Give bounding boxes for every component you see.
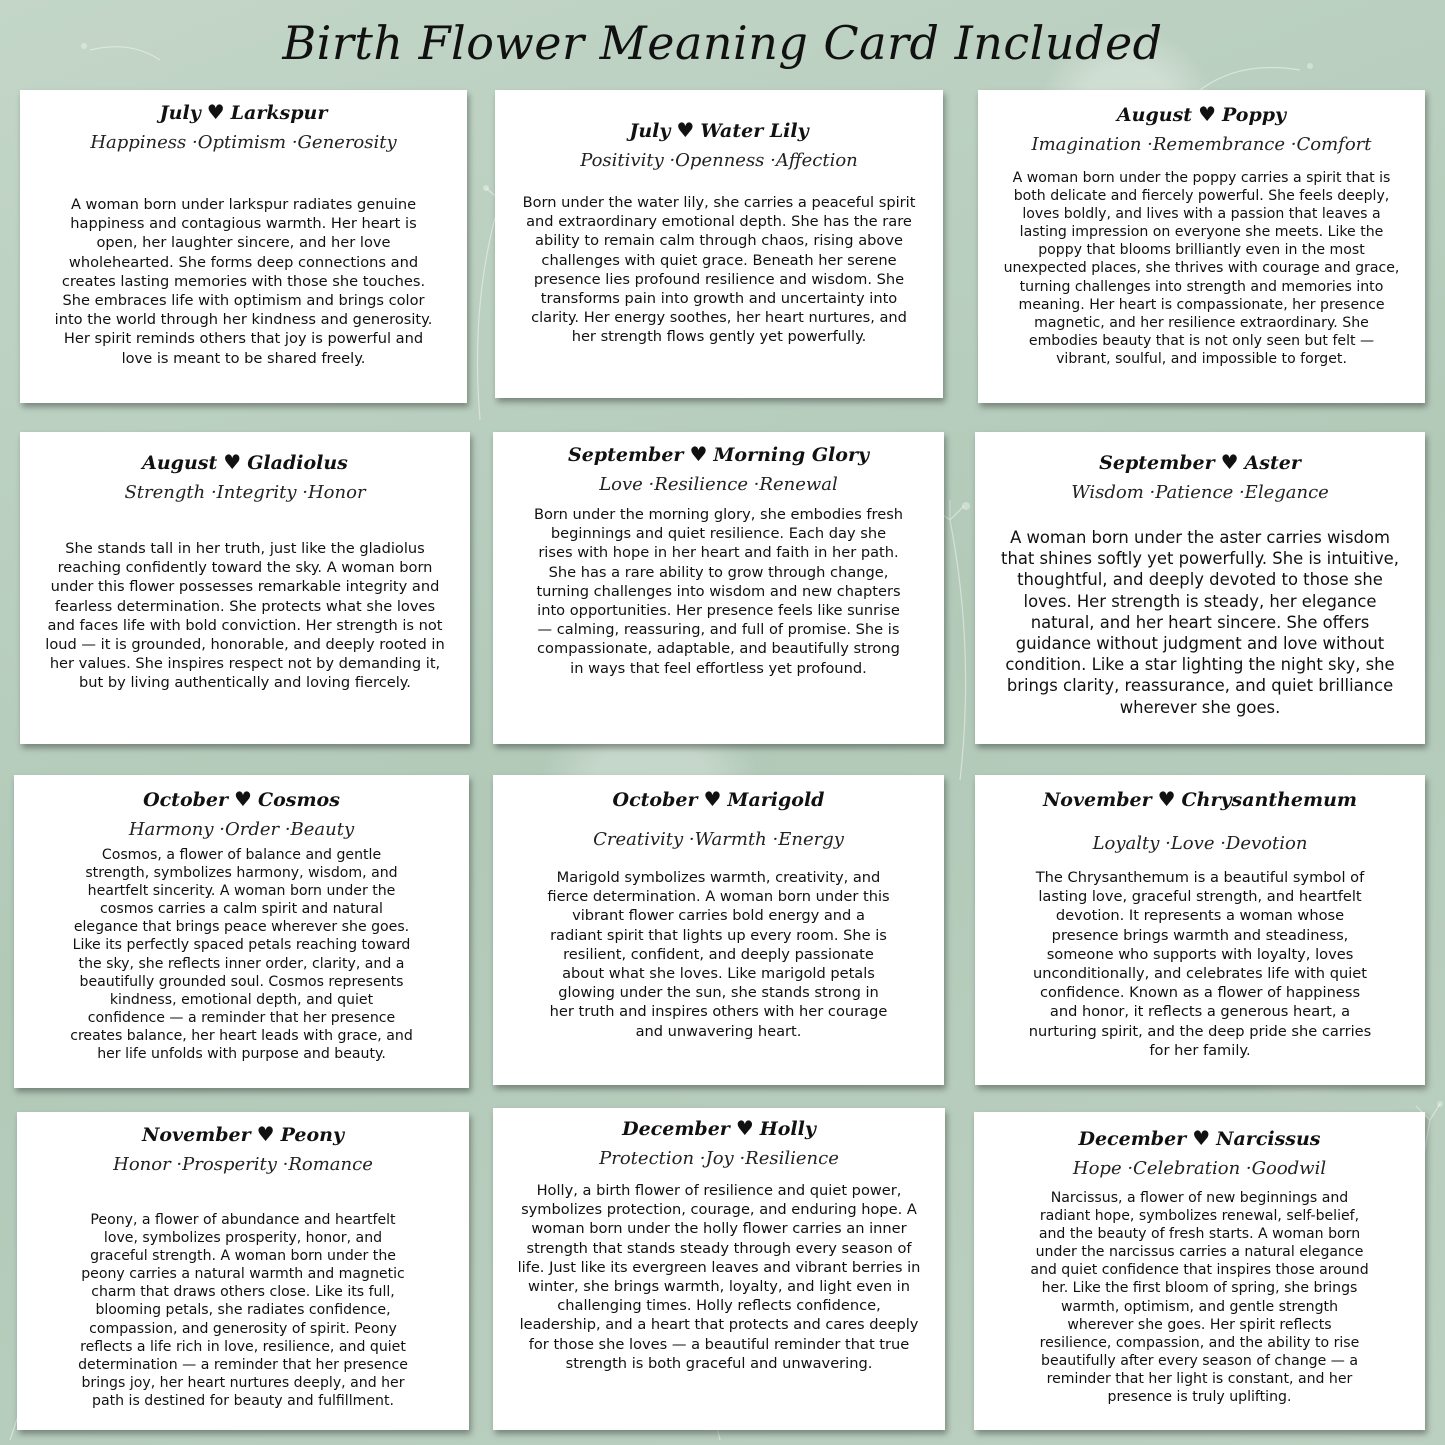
card-title [142,1122,344,1146]
card-traits: Imagination ·Remembrance ·Comfort [1031,134,1372,155]
card-flower: Water Lily [700,120,809,142]
card-month: October [612,789,698,811]
card-description: Born under the morning glory, she embodies fresh beginnings and quiet resilience. Each day she rises with hope in her heart and faith in her path. She has a rare ability to grow through change, turning challenges into wisdom and new chapters into opportunities. Her presence feels like sunrise — calming, reassuring, and full of promise. She is compassionate, adaptable, and beautifully strong in ways that feel effortless yet profound. [533,506,904,677]
card-month: December [1078,1128,1187,1150]
card-flower: Aster [1244,452,1301,474]
card-month: August [1116,104,1193,126]
card-description: The Chrysanthemum is a beautiful symbol of lasting love, graceful strength, and heartfelt devotion. It represents a woman whose presence brings warmth and steadiness, someone who supports with loyalty, loves unconditionally, and celebrates life with quiet confidence. Known as a flower of happiness and honor, it reflects a generous heart, a nurturing spirit, and the deep pride she carries for her family. [1028,869,1372,1059]
card-october-cosmos [14,775,469,1088]
card-month: October [143,789,229,811]
card-description: Born under the water lily, she carries a peaceful spirit and extraordinary emotional depth. She has the rare ability to remain calm through chaos, rising above challenges with quiet grace. Beneath her serene presence lies profound resilience and wisdom. She transforms pain into growth and uncertainty into clarity. Her energy soothes, her heart nurtures, and her strength flows gently yet powerfully. [522,194,916,346]
card-flower: Poppy [1222,104,1287,126]
card-traits: Loyalty ·Love ·Devotion [1092,833,1308,854]
card-traits: Harmony ·Order ·Beauty [128,819,355,840]
card-title [1099,450,1301,474]
card-october-marigold [493,775,944,1085]
heart-icon: ♥ [206,100,225,124]
card-july-water-lily [495,90,943,398]
card-traits: Creativity ·Warmth ·Energy [593,829,844,850]
card-description: Peony, a flower of abundance and heartfelt love, symbolizes prosperity, honor, and graceful strength. A woman born under the peony carries a natural warmth and magnetic charm that draws others close. Like its full, blooming petals, she radiates confidence, compassion, and generosity of spirit. Peony reflects a life rich in love, resilience, and quiet determination — a reminder that her presence brings joy, her heart nurtures deeply, and her path is destined for beauty and fulfillment. [78,1212,408,1409]
card-description: A woman born under the poppy carries a spirit that is both delicate and fiercely powerful. She feels deeply, loves boldly, and lives with a passion that leaves a lasting impression on everyone she meets. Like the poppy that blooms brilliantly even in the most unexpected places, she thrives with courage and grace, turning challenges into strength and memories into meaning. Her heart is compassionate, her presence magnetic, and her resilience extraordinary. She embodies beauty that is not only seen but felt — vibrant, soulful, and impossible to forget. [1003,170,1400,367]
card-title [1078,1126,1320,1150]
heart-icon: ♥ [1192,1126,1211,1150]
heart-icon: ♥ [223,450,242,474]
card-november-peony [17,1112,469,1430]
heart-icon: ♥ [1198,102,1216,126]
card-november-chrysanthemum [975,775,1425,1085]
card-flower: Gladiolus [247,452,348,474]
card-month: November [142,1124,251,1146]
card-flower: Holly [759,1118,816,1140]
card-traits: Hope ·Celebration ·Goodwil [1072,1158,1327,1179]
card-description: Cosmos, a flower of balance and gentle strength, symbolizes harmony, wisdom, and heartfelt sincerity. A woman born under the cosmos carries a calm spirit and natural elegance that brings peace wherever she goes. Like its perfectly spaced petals reaching toward the sky, she reflects inner order, clarity, and a beautifully grounded soul. Cosmos represents kindness, emotional depth, and quiet confidence — a reminder that her presence creates balance, her heart leads with grace, and her life unfolds with purpose and beauty. [70,847,413,1063]
card-december-narcissus [974,1112,1425,1430]
heart-icon: ♥ [703,787,722,811]
card-title [160,100,328,124]
card-month: December [622,1118,730,1140]
card-traits: Protection ·Joy ·Resilience [599,1148,839,1169]
heart-icon: ♥ [234,787,252,811]
card-description: A woman born under the aster carries wisdom that shines softly yet powerfully. She is intuitive, thoughtful, and deeply devoted to those she loves. Her strength is steady, her elegance natural, and her heart sincere. She offers guidance without judgment and love without condition. Like a star lighting the night sky, she brings clarity, reassurance, and quiet brilliance wherever she goes. [1001,528,1399,717]
card-title [613,787,825,811]
heart-icon: ♥ [676,118,695,142]
card-title [568,442,869,466]
card-description: Holly, a birth flower of resilience and quiet power, symbolizes protection, courage, and enduring hope. A woman born under the holly flower carries an inner strength that stands steady through every season of life. Just like its evergreen leaves and vibrant berries in winter, she brings warmth, loyalty, and light even in challenging times. Holly reflects confidence, leadership, and a heart that protects and cares deeply for those she loves — a beautiful reminder that true strength is both graceful and unwavering. [517,1182,921,1372]
card-title [622,1116,816,1140]
card-month: July [159,102,201,124]
heart-icon: ♥ [689,442,708,466]
card-flower: Narcissus [1216,1128,1321,1150]
card-flower: Chrysanthemum [1181,789,1358,811]
card-title [1117,102,1286,126]
card-flower: Cosmos [257,789,340,811]
card-description: A woman born under larkspur radiates genuine happiness and contagious warmth. Her heart is open, her laughter sincere, and her love wholehearted. She forms deep connections and creates lasting memories with those she touches. She embraces life with optimism and brings color into the world through her kindness and generosity. Her spirit reminds others that joy is powerful and love is meant to be shared freely. [54,196,433,367]
card-description: Narcissus, a flower of new beginnings and radiant hope, symbolizes renewal, self-belief, and the beauty of fresh starts. A woman born under the narcissus carries a natural elegance and quiet confidence that inspires those around her. Like the first bloom of spring, she brings warmth, optimism, and gentle strength wherever she goes. Her spirit reflects resilience, compassion, and the ability to rise beautifully after every season of change — a reminder that her light is constant, and her presence is truly uplifting. [1030,1190,1369,1406]
heart-icon: ♥ [735,1116,754,1140]
card-traits: Love ·Resilience ·Renewal [599,474,838,495]
card-august-poppy [978,90,1425,403]
card-month: September [567,444,684,466]
card-traits: Positivity ·Openness ·Affection [580,150,858,171]
card-september-aster [975,432,1425,744]
card-title [142,450,348,474]
card-traits: Wisdom ·Patience ·Elegance [1071,482,1329,503]
heart-icon: ♥ [256,1122,275,1146]
card-month: September [1099,452,1215,474]
card-title [629,118,808,142]
card-title [1043,787,1357,811]
card-flower: Morning Glory [713,444,870,466]
card-flower: Marigold [727,789,825,811]
card-august-gladiolus [20,432,470,744]
card-july-larkspur [20,90,467,403]
card-traits: Honor ·Prosperity ·Romance [113,1154,373,1175]
card-title [143,787,340,811]
heart-icon: ♥ [1220,450,1239,474]
heart-icon: ♥ [1157,787,1176,811]
card-flower: Larkspur [230,102,328,124]
card-traits: Happiness ·Optimism ·Generosity [90,132,397,153]
card-description: Marigold symbolizes warmth, creativity, and fierce determination. A woman born under this vibrant flower carries bold energy and a radiant spirit that lights up every room. She is resilient, confident, and deeply passionate about what she loves. Like marigold petals glowing under the sun, she stands strong in her truth and inspires others with her courage and unwavering heart. [547,869,890,1040]
card-september-morning-glory [493,432,944,744]
card-month: July [629,120,671,142]
page-title: Birth Flower Meaning Card Included [282,16,1163,70]
card-traits: Strength ·Integrity ·Honor [124,482,366,503]
card-december-holly [493,1108,945,1430]
card-month: November [1042,789,1152,811]
card-flower: Peony [280,1124,344,1146]
card-description: She stands tall in her truth, just like the gladiolus reaching confidently toward the sky. A woman born under this flower possesses remarkable integrity and fearless determination. She protects what she loves and faces life with bold conviction. Her strength is not loud — it is grounded, honorable, and deeply rooted in her values. She inspires respect not by demanding it, but by living authentically and loving fiercely. [45,540,445,692]
card-month: August [142,452,218,474]
